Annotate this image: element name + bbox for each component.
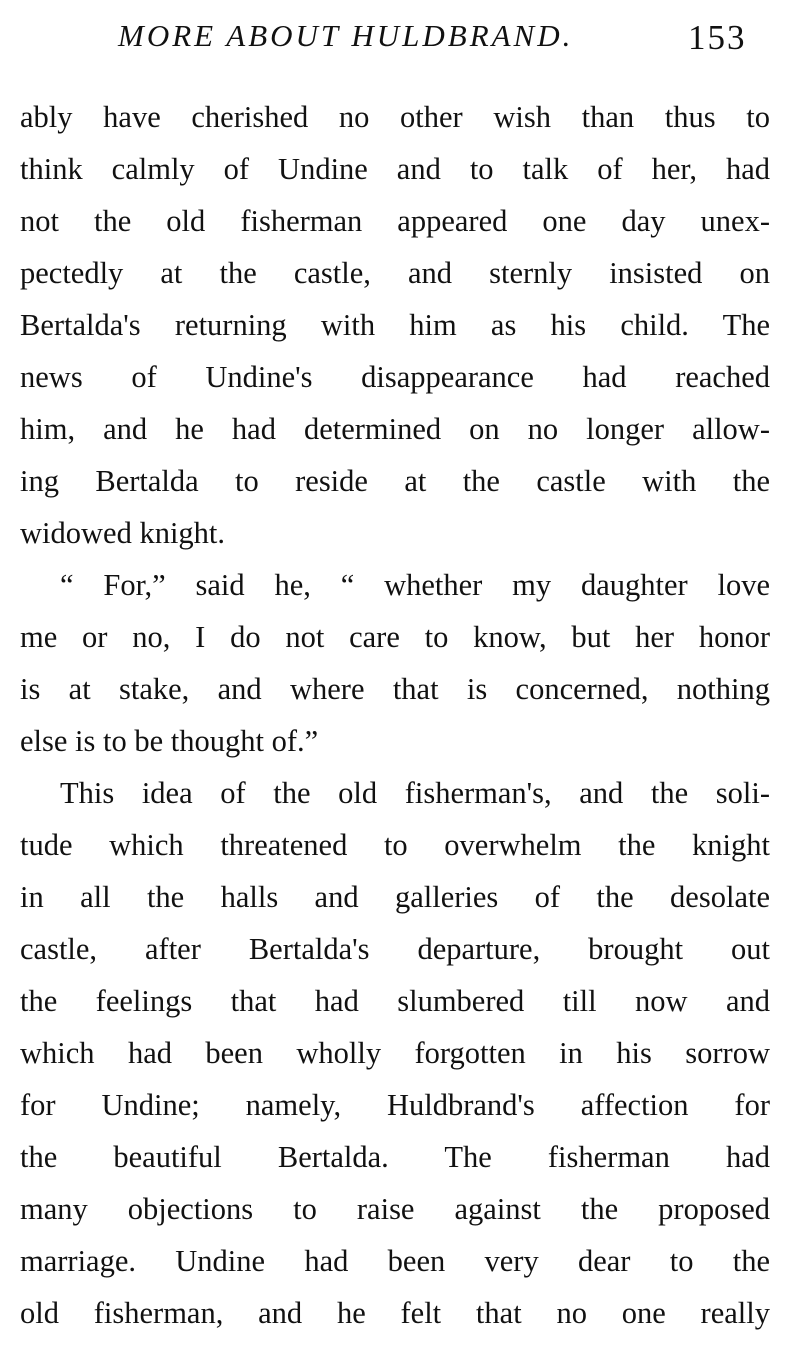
text-line: is at stake, and where that is concerned, nothing [20,672,770,706]
text-line: in all the halls and galleries of the desolate [20,880,770,914]
text-line: many objections to raise against the proposed [20,1192,770,1226]
text-line: think calmly of Undine and to talk of her, had [20,152,770,186]
text-line: the feelings that had slumbered till now and [20,984,770,1018]
text-line: not the old fisherman appeared one day unex- [20,204,770,238]
text-line: old fisherman, and he felt that no one really [20,1296,770,1330]
text-line: “ For,” said he, “ whether my daughter love [60,568,770,602]
text-line: the beautiful Bertalda. The fisherman had [20,1140,770,1174]
text-line: ing Bertalda to reside at the castle with the [20,464,770,498]
text-line: him, and he had determined on no longer allow- [20,412,770,446]
page-number: 153 [688,18,747,57]
text-line: tude which threatened to overwhelm the knight [20,828,770,862]
text-line: me or no, I do not care to know, but her honor [20,620,770,654]
text-line: ably have cherished no other wish than thus to [20,100,770,134]
text-line: news of Undine's disappearance had reached [20,360,770,394]
text-line: else is to be thought of.” [20,724,319,758]
body-text [20,91,770,1339]
text-line: marriage. Undine had been very dear to the [20,1244,770,1278]
text-line: which had been wholly forgotten in his sorrow [20,1036,770,1070]
running-title: MORE ABOUT HULDBRAND. [118,18,574,53]
running-head [0,14,791,64]
text-line: castle, after Bertalda's departure, brought out [20,932,770,966]
text-line: widowed knight. [20,516,226,550]
text-line: for Undine; namely, Huldbrand's affection for [20,1088,770,1122]
text-line: This idea of the old fisherman's, and the soli- [60,776,770,810]
text-line: Bertalda's returning with him as his child. The [20,308,770,342]
text-line: pectedly at the castle, and sternly insisted on [20,256,770,290]
